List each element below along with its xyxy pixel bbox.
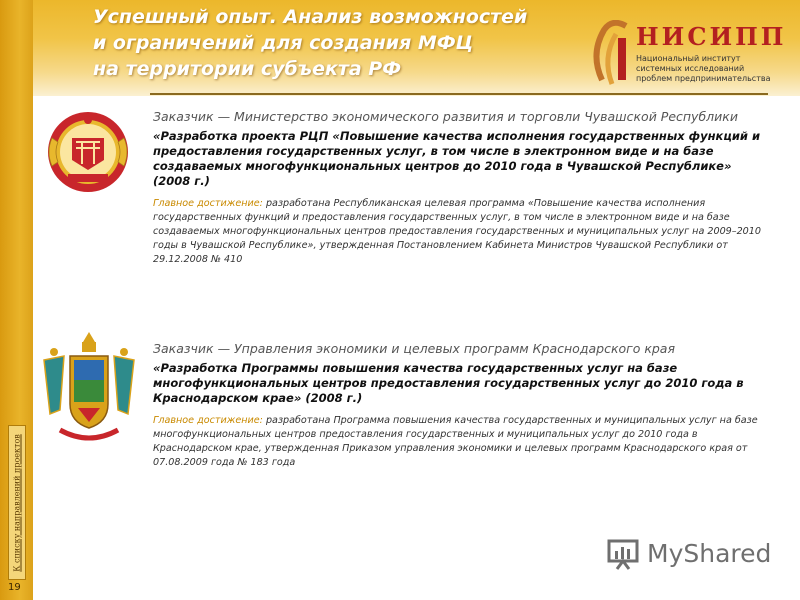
myshared-text: MyShared — [647, 539, 772, 568]
logo-name: НИСИПП — [636, 22, 787, 51]
achievement-text: разработана Республиканская целевая программа «Повышение качества исполнения государственных функций и предоставления государственных услуг, в том числе в электронном виде и на базе создаваемых многофункциональных центров предоставления государственных и муниципальных услуг на 2009–2010 годы в Чувашской Республике», утвержденная Постановлением Кабинета Министров Чувашской Республики от 29.12.2008 № 410 — [153, 198, 761, 265]
sidebar-bar — [0, 0, 33, 600]
customer-heading: Заказчик — Управления экономики и целевых программ Краснодарского края — [153, 341, 675, 356]
myshared-watermark — [607, 537, 772, 573]
title-line: и ограничений для создания МФЦ — [93, 32, 474, 54]
header-divider — [150, 93, 768, 95]
achievement-label: Главное достижение: — [153, 198, 263, 209]
page-number: 19 — [8, 582, 21, 593]
project-title: «Разработка проекта РЦП «Повышение качества исполнения государственных функций и предоставления государственных услуг, в том числе в электронном виде и на базе создаваемых многофункциональных центров до 2010 года в Чувашской Республике» (2008 г.) — [153, 129, 761, 188]
logo-subtitle-line: системных исследований — [636, 64, 745, 73]
slide-header — [33, 0, 800, 96]
project-block — [153, 340, 763, 470]
title-line: на территории субъекта РФ — [93, 58, 402, 80]
projects-list-link[interactable] — [8, 425, 26, 580]
page-title — [93, 4, 563, 82]
chuvash-emblem-icon — [46, 108, 130, 198]
achievement-label: Главное достижение: — [153, 415, 263, 426]
projects-list-link-label: К списку направлений проектов — [12, 433, 22, 572]
logo-subtitle — [636, 54, 776, 84]
achievement-paragraph — [153, 414, 763, 470]
krasnodar-emblem-icon — [40, 330, 138, 450]
logo-subtitle-line: проблем предпринимательства — [636, 74, 771, 83]
customer-heading: Заказчик — Министерство экономического развития и торговли Чувашской Республики — [153, 109, 738, 124]
logo-subtitle-line: Национальный институт — [636, 54, 741, 63]
nisipp-logo — [588, 20, 787, 86]
achievement-text: разработана Программа повышения качества государственных и муниципальных услуг на базе многофункциональных центров предоставления государственных и муниципальных услуг до 2010 года в Краснодарском крае, утвержденная Приказом управления экономики и целевых программ Краснодарского края от 07.08.2009 года № 183 года — [153, 415, 758, 468]
project-title: «Разработка Программы повышения качества государственных услуг на базе многофункциональных центров предоставления государственных услуг до 2010 года в Краснодарском крае» (2008 г.) — [153, 361, 744, 405]
achievement-paragraph — [153, 197, 763, 267]
presentation-board-icon — [607, 537, 641, 571]
title-line: Успешный опыт. Анализ возможностей — [93, 6, 528, 28]
nisipp-logo-mark-icon — [588, 20, 636, 86]
project-block — [153, 108, 763, 267]
